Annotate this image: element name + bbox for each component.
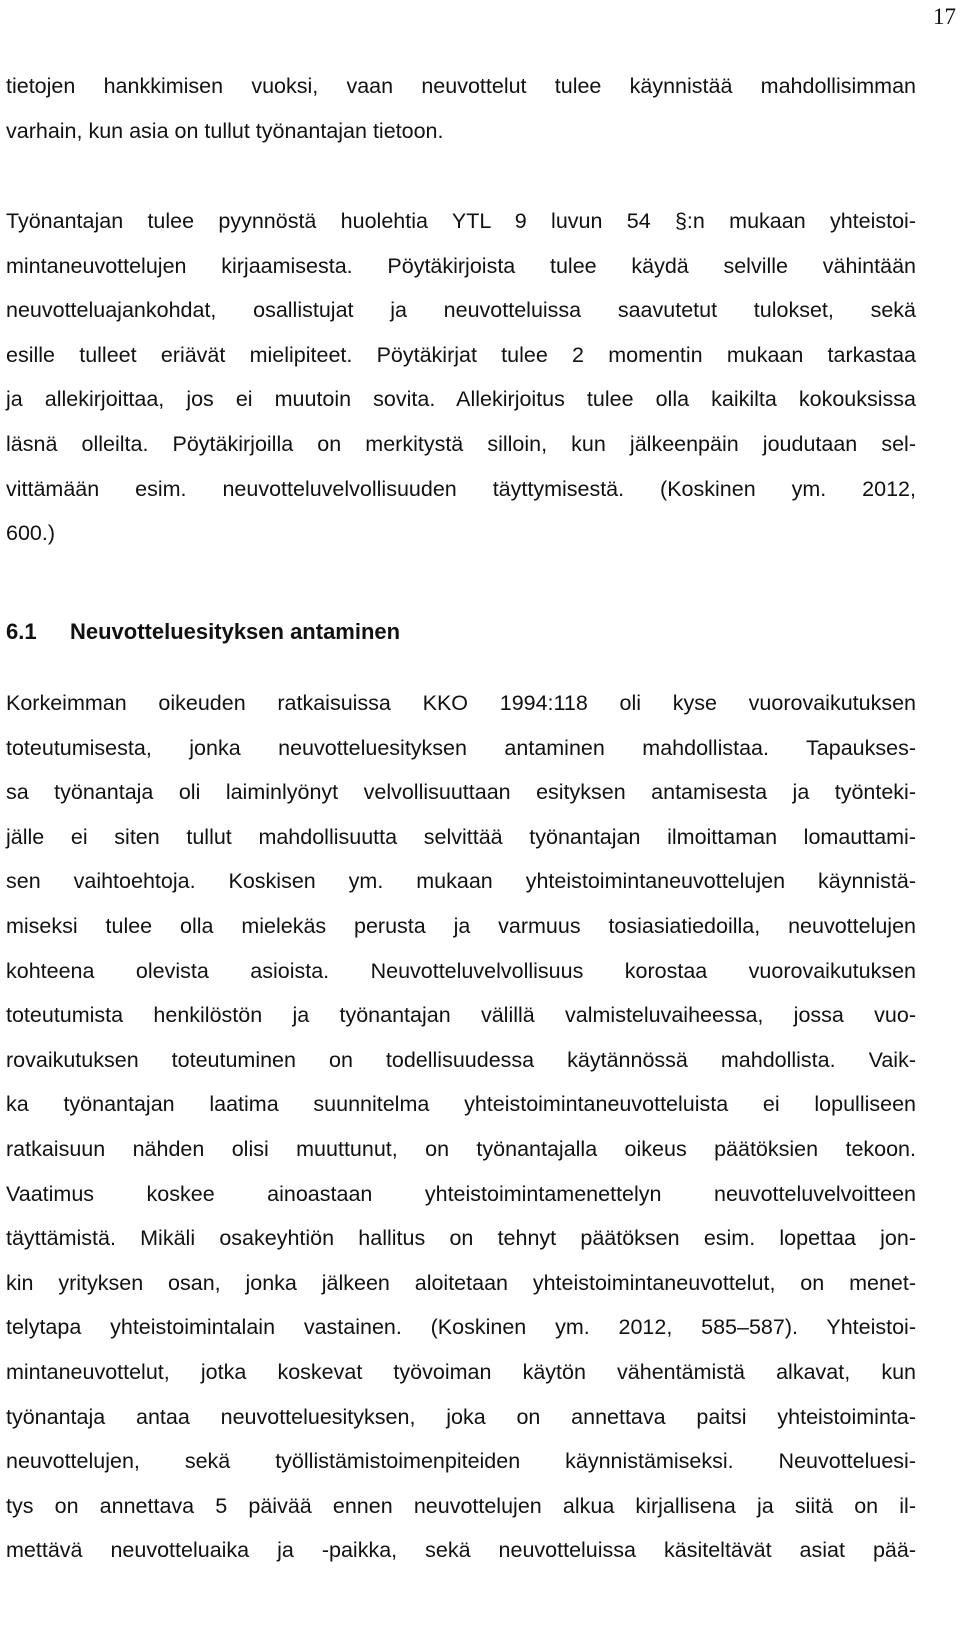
paragraph-3-line: sa työnantaja oli laiminlyönyt velvollisuuttaan esityksen antamisesta ja työnteki- — [6, 780, 916, 805]
paragraph-3-line: rovaikutuksen toteutuminen on todellisuudessa käytännössä mahdollista. Vaik- — [6, 1047, 916, 1072]
paragraph-3-line: miseksi tulee olla mielekäs perusta ja varmuus tosiasiatiedoilla, neuvottelujen — [6, 913, 916, 938]
paragraph-2-line: Työnantajan tulee pyynnöstä huolehtia YTL 9 luvun 54 §:n mukaan yhteistoi- — [6, 209, 916, 233]
section-title: Neuvotteluesityksen antaminen — [70, 619, 401, 644]
section-heading — [6, 609, 400, 655]
paragraph-3-line: toteutumista henkilöstön ja työnantajan välillä valmisteluvaiheessa, jossa vuo- — [6, 1003, 916, 1028]
paragraph-2-line: vittämään esim. neuvotteluvelvollisuuden täyttymisestä. (Koskinen ym. 2012, — [6, 476, 916, 501]
paragraph-3-line: sen vaihtoehtoja. Koskisen ym. mukaan yhteistoimintaneuvottelujen käynnistä- — [6, 869, 916, 894]
paragraph-3-line: toteutumisesta, jonka neuvotteluesityksen antaminen mahdollistaa. Tapaukses- — [6, 735, 916, 760]
page-number: 17 — [933, 4, 956, 29]
paragraph-3-line: telytapa yhteistoimintalain vastainen. (Koskinen ym. 2012, 585–587). Yhteistoi- — [6, 1315, 916, 1340]
paragraph-3-line: työnantaja antaa neuvotteluesityksen, joka on annettava paitsi yhteistoiminta- — [6, 1404, 916, 1429]
paragraph-3-line: Vaatimus koskee ainoastaan yhteistoimintamenettelyn neuvotteluvelvoitteen — [6, 1181, 916, 1206]
paragraph-3-line: ka työnantajan laatima suunnitelma yhteistoimintaneuvotteluista ei lopulliseen — [6, 1092, 916, 1117]
paragraph-3-line: täyttämistä. Mikäli osakeyhtiön hallitus on tehnyt päätöksen esim. lopettaa jon- — [6, 1226, 916, 1251]
section-number: 6.1 — [6, 619, 37, 644]
paragraph-3-line: jälle ei siten tullut mahdollisuutta selvittää työnantajan ilmoittaman lomauttami- — [6, 824, 916, 849]
paragraph-3-line: mintaneuvottelut, jotka koskevat työvoiman käytön vähentämistä alkavat, kun — [6, 1359, 916, 1384]
paragraph-3-line: tys on annettava 5 päivää ennen neuvottelujen alkua kirjallisena ja siitä on il- — [6, 1493, 916, 1518]
paragraph-2-line: läsnä olleilta. Pöytäkirjoilla on merkitystä silloin, kun jälkeenpäin joudutaan sel- — [6, 431, 916, 456]
paragraph-3-line: neuvottelujen, sekä työllistämistoimenpiteiden käynnistämiseksi. Neuvotteluesi- — [6, 1449, 916, 1474]
paragraph-3-line: Korkeimman oikeuden ratkaisuissa KKO 1994:118 oli kyse vuorovaikutuksen — [6, 691, 916, 715]
paragraph-2-line: mintaneuvottelujen kirjaamisesta. Pöytäkirjoista tulee käydä selville vähintään — [6, 253, 916, 278]
paragraph-2-line: ja allekirjoittaa, jos ei muutoin sovita. Allekirjoitus tulee olla kaikilta kokouksissa — [6, 387, 916, 412]
paragraph-1-line: varhain, kun asia on tullut työnantajan tietoon. — [6, 118, 444, 143]
paragraph-2 — [6, 199, 916, 556]
paragraph-3-line: kohteena olevista asioista. Neuvotteluvelvollisuus korostaa vuorovaikutuksen — [6, 958, 916, 983]
paragraph-2-line: esille tulleet eriävät mielipiteet. Pöytäkirjat tulee 2 momentin mukaan tarkastaa — [6, 342, 916, 367]
paragraph-2-line: 600.) — [6, 521, 56, 546]
paragraph-3-line: kin yrityksen osan, jonka jälkeen aloitetaan yhteistoimintaneuvottelut, on menet- — [6, 1270, 916, 1295]
paragraph-3-line: ratkaisuun nähden olisi muuttunut, on työnantajalla oikeus päätöksien tekoon. — [6, 1136, 916, 1161]
paragraph-2-line: neuvotteluajankohdat, osallistujat ja neuvotteluissa saavutetut tulokset, sekä — [6, 298, 916, 323]
paragraph-3 — [6, 681, 916, 1573]
paragraph-1-line: tietojen hankkimisen vuoksi, vaan neuvottelut tulee käynnistää mahdollisimman — [6, 74, 916, 98]
paragraph-1 — [6, 64, 916, 153]
paragraph-3-line: mettävä neuvotteluaika ja -paikka, sekä neuvotteluissa käsiteltävät asiat pää- — [6, 1538, 916, 1563]
